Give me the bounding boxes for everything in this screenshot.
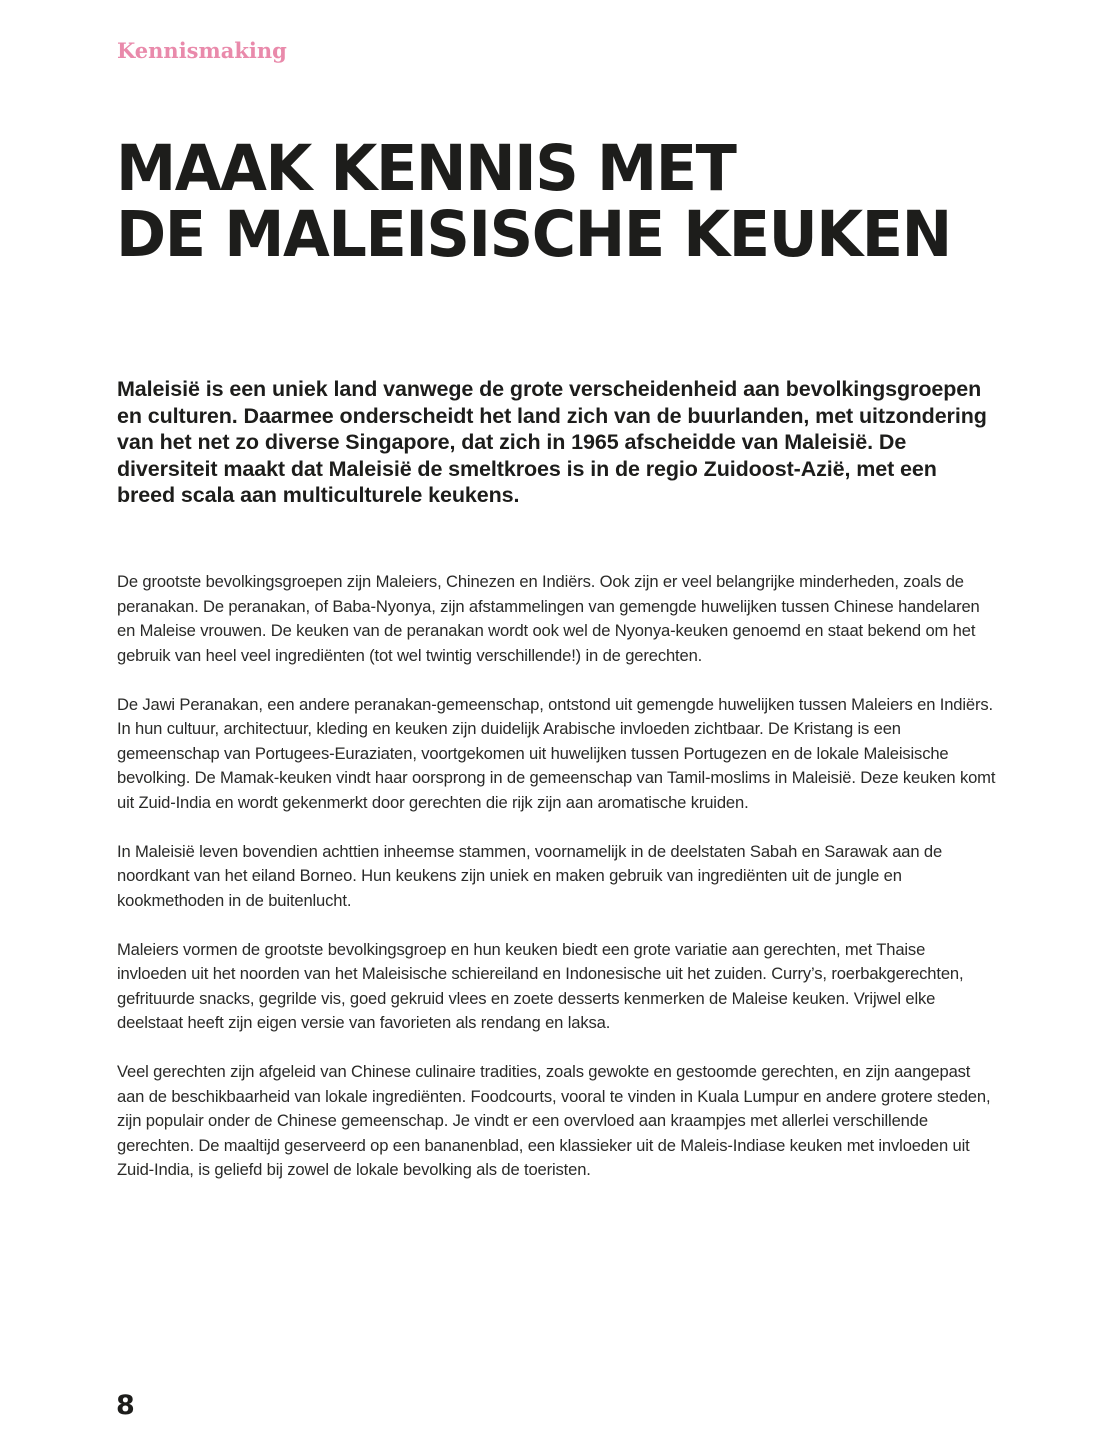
body-paragraph: De grootste bevolkingsgroepen zijn Maleiers, Chinezen en Indiërs. Ook zijn er veel belangrijke minderheden, zoals de peranakan. De peranakan, of Baba-Nyonya, zijn afstammelingen van gemengde huwelijken tussen Chinese handelaren en Maleise vrouwen. De keuken van de peranakan wordt ook wel de Nyonya-keuken genoemd en staat bekend om het gebruik van heel veel ingrediënten (tot wel twintig verschillende!) in de gerechten. xyxy=(117,572,980,665)
page-title-line-2: DE MALEISISCHE KEUKEN xyxy=(116,198,951,271)
page-title-line-1: MAAK KENNIS MET xyxy=(116,132,736,205)
body-text xyxy=(117,570,997,1207)
body-paragraph: In Maleisië leven bovendien achttien inheemse stammen, voornamelijk in de deelstaten Sabah en Sarawak aan de noordkant van het eiland Borneo. Hun keukens zijn uniek en maken gebruik van ingrediënten uit de jungle en kookmethoden in de buitenlucht. xyxy=(117,841,943,910)
body-paragraph: Veel gerechten zijn afgeleid van Chinese culinaire tradities, zoals gewokte en gestoomde gerechten, en zijn aangepast aan de beschikbaarheid van lokale ingrediënten. Foodcourts, vooral te vinden in Kuala Lumpur en andere grotere steden, zijn populair onder de Chinese gemeenschap. Je vindt er een overvloed aan kraampjes met allerlei verschillende gerechten. De maaltijd geserveerd op een bananenblad, een klassieker uit de Maleis-Indiase keuken met invloeden uit Zuid-India, is geliefd bij zowel de lokale bevolking als de toeristen. xyxy=(117,1062,991,1179)
intro-paragraph: Maleisië is een uniek land vanwege de grote verscheidenheid aan bevolkingsgroepen en culturen. Daarmee onderscheidt het land zich van de buurlanden, met uitzondering van het net zo diverse Singapore, dat zich in 1965 afscheidde van Maleisië. De diversiteit maakt dat Maleisië de smeltkroes is in de regio Zuidoost-Azië, met een breed scala aan multiculturele keukens. xyxy=(117,377,987,507)
page-title xyxy=(116,132,951,271)
section-label: Kennismaking xyxy=(117,38,287,63)
body-paragraph: De Jawi Peranakan, een andere peranakan-gemeenschap, ontstond uit gemengde huwelijken tussen Maleiers en Indiërs. In hun cultuur, architectuur, kleding en keuken zijn duidelijk Arabische invloeden zichtbaar. De Kristang is een gemeenschap van Portugees-Euraziaten, voortgekomen uit huwelijken tussen Portugezen en de lokale Maleisische bevolking. De Mamak-keuken vindt haar oorsprong in de gemeenschap van Tamil-moslims in Maleisië. Deze keuken komt uit Zuid-India en wordt gekenmerkt door gerechten die rijk zijn aan aromatische kruiden. xyxy=(117,694,996,812)
body-paragraph: Maleiers vormen de grootste bevolkingsgroep en hun keuken biedt een grote variatie aan gerechten, met Thaise invloeden uit het noorden van het Maleisische schiereiland en Indonesische uit het zuiden. Curry’s, roerbakgerechten, gefrituurde snacks, gegrilde vis, goed gekruid vlees en zoete desserts kenmerken de Maleise keuken. Vrijwel elke deelstaat heeft zijn eigen versie van favorieten als rendang en laksa. xyxy=(117,939,964,1032)
page-number: 8 xyxy=(116,1390,135,1421)
